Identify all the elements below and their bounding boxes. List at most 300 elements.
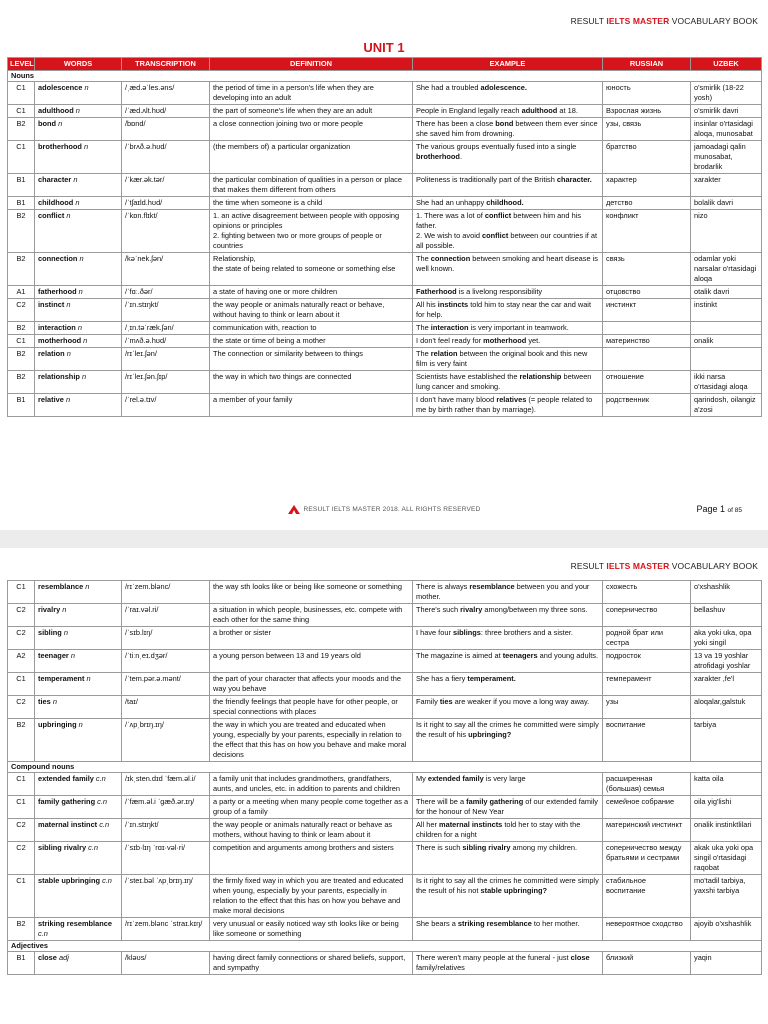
example-cell: She bears a striking resemblance to her mother. [413, 918, 603, 941]
level-cell: B2 [8, 918, 35, 941]
example-cell: The magazine is aimed at teenagers and young adults. [413, 650, 603, 673]
uzbek-cell: oila yig'lishi [691, 796, 762, 819]
book-header [571, 561, 758, 571]
russian-cell: конфликт [603, 210, 691, 253]
definition-cell: the part of someone's life when they are an adult [210, 105, 413, 118]
word-cell [35, 918, 122, 941]
part-of-speech: n [84, 83, 89, 92]
definition-cell: very unusual or easily noticed way sth looks like or being like someone or something [210, 918, 413, 941]
part-of-speech: n [73, 175, 78, 184]
word-cell [35, 773, 122, 796]
document-page-2 [0, 548, 768, 1024]
part-of-speech: n [84, 142, 89, 151]
part-of-speech: c.n [99, 820, 110, 829]
highlighted-word: siblings [452, 628, 481, 637]
word-text: connection [38, 254, 78, 263]
uzbek-cell: 13 va 19 yoshlar atrofidagi yoshlar [691, 650, 762, 673]
example-cell: Family ties are weaker if you move a long way away. [413, 696, 603, 719]
definition-cell: a young person between 13 and 19 years old [210, 650, 413, 673]
uzbek-cell: xarakter [691, 174, 762, 197]
part-of-speech: n [79, 254, 84, 263]
example-cell: People in England legally reach adulthood at 18. [413, 105, 603, 118]
word-text: rivalry [38, 605, 61, 614]
table-row [8, 348, 762, 371]
column-header: TRANSCRIPTION [122, 58, 210, 71]
russian-cell: детство [603, 197, 691, 210]
level-cell: B1 [8, 174, 35, 197]
highlighted-word: interaction [430, 323, 469, 332]
transcription-cell: /rɪˈleɪ.ʃən/ [122, 348, 210, 371]
word-cell [35, 842, 122, 875]
word-text: close [38, 953, 57, 962]
table-row [8, 773, 762, 796]
word-text: brotherhood [38, 142, 82, 151]
word-text: maternal instinct [38, 820, 98, 829]
definition-cell: a close connection joining two or more people [210, 118, 413, 141]
uzbek-cell: otalik davri [691, 286, 762, 299]
level-cell: C2 [8, 604, 35, 627]
word-text: adolescence [38, 83, 83, 92]
part-of-speech: n [78, 720, 83, 729]
level-cell: C1 [8, 875, 35, 918]
table-row [8, 322, 762, 335]
table-body [8, 581, 762, 975]
word-cell [35, 604, 122, 627]
header-suffix: VOCABULARY BOOK [669, 16, 758, 26]
part-of-speech: adj [58, 953, 69, 962]
russian-cell [603, 322, 691, 335]
highlighted-word: resemblance [469, 582, 515, 591]
example-cell: 1. There was a lot of conflict between him and his father. 2. We wish to avoid conflict between our countries if at all possible. [413, 210, 603, 253]
definition-cell: the way people or animals naturally react or behave, without having to think or learn about it [210, 299, 413, 322]
book-header [571, 16, 758, 26]
definition-cell: the particular combination of qualities in a person or place that makes them different from others [210, 174, 413, 197]
russian-cell: инстинкт [603, 299, 691, 322]
transcription-cell: /ˈɪn.stɪŋkt/ [122, 819, 210, 842]
table-body [8, 71, 762, 417]
uzbek-cell: insinlar o'rtasidagi aloqa, munosabat [691, 118, 762, 141]
section-heading: Compound nouns [8, 762, 762, 773]
russian-cell: связь [603, 253, 691, 286]
column-header: LEVEL [8, 58, 35, 71]
transcription-cell: /ˈfæm.əl.i ˈɡæð.ər.ɪŋ/ [122, 796, 210, 819]
highlighted-word: bond [495, 119, 514, 128]
copyright-text: RESULT IELTS MASTER 2018. ALL RIGHTS RESERVED [303, 506, 481, 514]
part-of-speech: n [75, 198, 80, 207]
word-text: relation [38, 349, 65, 358]
table-row [8, 335, 762, 348]
word-cell [35, 322, 122, 335]
part-of-speech: n [58, 119, 63, 128]
highlighted-word: brotherhood [416, 152, 460, 161]
table-row [8, 842, 762, 875]
word-cell [35, 118, 122, 141]
uzbek-cell: bellashuv [691, 604, 762, 627]
highlighted-word: teenagers [502, 651, 538, 660]
definition-cell: the way sth looks like or being like someone or something [210, 581, 413, 604]
uzbek-cell: onalik [691, 335, 762, 348]
column-header: DEFINITION [210, 58, 413, 71]
table-row [8, 918, 762, 941]
level-cell: B2 [8, 210, 35, 253]
word-text: upbringing [38, 720, 77, 729]
level-cell: C1 [8, 82, 35, 105]
table-row [8, 253, 762, 286]
example-cell: She has a fiery temperament. [413, 673, 603, 696]
highlighted-word: adulthood [521, 106, 558, 115]
example-cell: There weren't many people at the funeral - just close family/relatives [413, 952, 603, 975]
section-row [8, 71, 762, 82]
header-prefix: RESULT [570, 561, 607, 571]
example-cell: The various groups eventually fused into a single brotherhood. [413, 141, 603, 174]
definition-cell: the period of time in a person's life when they are developing into an adult [210, 82, 413, 105]
word-cell [35, 673, 122, 696]
uzbek-cell: instinkt [691, 299, 762, 322]
header-accent: IELTS MASTER [606, 16, 670, 26]
highlighted-word: temperament. [467, 674, 516, 683]
russian-cell: материнский инстинкт [603, 819, 691, 842]
word-text: character [38, 175, 72, 184]
table-row [8, 673, 762, 696]
definition-cell: the state or time of being a mother [210, 335, 413, 348]
definition-cell: the way in which you are treated and educated when young, especially by your parents, especially in relation to the effect that this has on how you behave and make moral decisions [210, 719, 413, 762]
definition-cell: a situation in which people, businesses, etc. compete with each other for the same thing [210, 604, 413, 627]
part-of-speech: c.n [97, 797, 108, 806]
transcription-cell: /ˈkɒn.flɪkt/ [122, 210, 210, 253]
level-cell: B2 [8, 348, 35, 371]
word-text: extended family [38, 774, 94, 783]
part-of-speech: n [81, 372, 87, 381]
highlighted-word: connection [430, 254, 471, 263]
word-cell [35, 371, 122, 394]
word-text: sibling [38, 628, 62, 637]
transcription-cell: /ˌɪn.təˈræk.ʃən/ [122, 322, 210, 335]
example-cell: Is it right to say all the crimes he committed were simply the result of his not stable upbringing? [413, 875, 603, 918]
russian-cell: соперничество [603, 604, 691, 627]
page-number [696, 504, 742, 514]
page-label: Page [696, 504, 718, 514]
uzbek-cell: aka yoki uka, opa yoki singil [691, 627, 762, 650]
definition-cell: a brother or sister [210, 627, 413, 650]
word-text: striking resemblance [38, 919, 112, 928]
part-of-speech: n [83, 336, 88, 345]
transcription-cell: /kəˈnek.ʃən/ [122, 253, 210, 286]
word-cell [35, 819, 122, 842]
definition-cell: (the members of) a particular organization [210, 141, 413, 174]
highlighted-word: family gathering [466, 797, 524, 806]
header-suffix: VOCABULARY BOOK [669, 561, 758, 571]
russian-cell: соперничество между братьями и сестрами [603, 842, 691, 875]
transcription-cell: /ˈtem.pər.ə.mənt/ [122, 673, 210, 696]
word-text: interaction [38, 323, 76, 332]
unit-title: UNIT 1 [363, 40, 405, 55]
russian-cell: материнство [603, 335, 691, 348]
word-cell [35, 286, 122, 299]
level-cell: B1 [8, 952, 35, 975]
example-cell: All his instincts told him to stay near the car and wait for help. [413, 299, 603, 322]
transcription-cell: /rɪˈleɪ.ʃən.ʃɪp/ [122, 371, 210, 394]
table-row [8, 796, 762, 819]
russian-cell: схожесть [603, 581, 691, 604]
russian-cell: семейное собрание [603, 796, 691, 819]
highlighted-word: adolescence. [480, 83, 527, 92]
level-cell: C1 [8, 581, 35, 604]
word-cell [35, 141, 122, 174]
word-cell [35, 581, 122, 604]
example-cell: All her maternal instincts told her to stay with the children for a night [413, 819, 603, 842]
word-cell [35, 650, 122, 673]
word-text: temperament [38, 674, 85, 683]
word-cell [35, 696, 122, 719]
uzbek-cell: o'smirlik davri [691, 105, 762, 118]
uzbek-cell: qarindosh, oilangiz a'zosi [691, 394, 762, 417]
uzbek-cell: onalik instinktlilari [691, 819, 762, 842]
russian-cell: Взрослая жизнь [603, 105, 691, 118]
example-cell: The relation between the original book and this new film is very faint [413, 348, 603, 371]
uzbek-cell: xarakter ,fe'l [691, 673, 762, 696]
russian-cell: родной брат или сестра [603, 627, 691, 650]
word-cell [35, 335, 122, 348]
word-text: ties [38, 697, 51, 706]
example-cell: There's such rivalry among/between my three sons. [413, 604, 603, 627]
word-cell [35, 875, 122, 918]
word-text: resemblance [38, 582, 84, 591]
definition-cell: a state of having one or more children [210, 286, 413, 299]
table-row [8, 118, 762, 141]
highlighted-word: stable upbringing? [480, 886, 548, 895]
example-cell: There has been a close bond between them ever since she saved him from drowning. [413, 118, 603, 141]
example-cell: Politeness is traditionally part of the British character. [413, 174, 603, 197]
word-cell [35, 299, 122, 322]
uzbek-cell: ajoyib o'xshashlik [691, 918, 762, 941]
table-row [8, 952, 762, 975]
word-cell [35, 348, 122, 371]
transcription-cell: /ˈsɪb·lɪŋ ˈrɑɪ·vəl·ri/ [122, 842, 210, 875]
uzbek-cell [691, 348, 762, 371]
transcription-cell: /ˈsteɪ.bəl ˈʌpˌbrɪŋ.ɪŋ/ [122, 875, 210, 918]
header-prefix: RESULT [570, 16, 607, 26]
transcription-cell: /ɪkˌsten.dɪd ˈfæm.əl.i/ [122, 773, 210, 796]
russian-cell: родственник [603, 394, 691, 417]
transcription-cell: /ˈsɪb.lɪŋ/ [122, 627, 210, 650]
russian-cell: узы, связь [603, 118, 691, 141]
russian-cell: подросток [603, 650, 691, 673]
section-heading: Adjectives [8, 941, 762, 952]
table-row [8, 819, 762, 842]
example-cell: The interaction is very important in teamwork. [413, 322, 603, 335]
uzbek-cell: akak uka yoki opa singil o'rtasidagi raqobat [691, 842, 762, 875]
transcription-cell: /ˌæd.əˈles.əns/ [122, 82, 210, 105]
highlighted-word: ties [439, 697, 453, 706]
column-header: WORDS [35, 58, 122, 71]
word-cell [35, 719, 122, 762]
word-text: instinct [38, 300, 65, 309]
word-text: relationship [38, 372, 80, 381]
table-row [8, 581, 762, 604]
part-of-speech: n [70, 651, 75, 660]
table-row [8, 82, 762, 105]
russian-cell: отношение [603, 371, 691, 394]
highlighted-word: Fatherhood [416, 287, 457, 296]
definition-cell: competition and arguments among brothers and sisters [210, 842, 413, 875]
example-cell: There is such sibling rivalry among my children. [413, 842, 603, 875]
uzbek-cell: katta oila [691, 773, 762, 796]
definition-cell: a party or a meeting when many people come together as a group of a family [210, 796, 413, 819]
definition-cell: 1. an active disagreement between people with opposing opinions or principles 2. fighting between two or more groups of people or countries [210, 210, 413, 253]
level-cell: B2 [8, 322, 35, 335]
highlighted-word: close [570, 953, 590, 962]
russian-cell: темперамент [603, 673, 691, 696]
level-cell: B2 [8, 118, 35, 141]
table-row [8, 627, 762, 650]
highlighted-word: relationship [519, 372, 562, 381]
highlighted-word: childhood. [486, 198, 524, 207]
part-of-speech: c.n [102, 876, 112, 885]
part-of-speech: n [62, 605, 67, 614]
transcription-cell: /ˈbrʌð.ə.hʊd/ [122, 141, 210, 174]
header-accent: IELTS MASTER [606, 561, 670, 571]
column-header: RUSSIAN [603, 58, 691, 71]
part-of-speech: c.n [88, 843, 98, 852]
transcription-cell: /ˈtʃaɪld.hʊd/ [122, 197, 210, 210]
part-of-speech: n [52, 697, 57, 706]
word-text: sibling rivalry [38, 843, 87, 852]
example-cell: Is it right to say all the crimes he committed were simply the result of his upbringing? [413, 719, 603, 762]
definition-cell: The connection or similarity between to things [210, 348, 413, 371]
example-cell: Fatherhood is a livelong responsibility [413, 286, 603, 299]
example-cell: There is always resemblance between you and your mother. [413, 581, 603, 604]
table-row [8, 371, 762, 394]
word-cell [35, 952, 122, 975]
word-cell [35, 82, 122, 105]
uzbek-cell: ikki narsa o'rtasidagi aloqa [691, 371, 762, 394]
example-cell: She had a troubled adolescence. [413, 82, 603, 105]
table-row [8, 696, 762, 719]
part-of-speech: n [78, 287, 83, 296]
russian-cell: юность [603, 82, 691, 105]
highlighted-word: motherhood [483, 336, 527, 345]
highlighted-word: maternal instincts [439, 820, 503, 829]
word-cell [35, 253, 122, 286]
level-cell: A1 [8, 286, 35, 299]
word-cell [35, 627, 122, 650]
uzbek-cell: jamoadagi qalin munosabat, brodarlik [691, 141, 762, 174]
part-of-speech: n [66, 300, 71, 309]
level-cell: B2 [8, 371, 35, 394]
table-row [8, 174, 762, 197]
example-cell: I don't feel ready for motherhood yet. [413, 335, 603, 348]
part-of-speech: n [63, 628, 69, 637]
level-cell: A2 [8, 650, 35, 673]
definition-cell: having direct family connections or shared beliefs, support, and sympathy [210, 952, 413, 975]
uzbek-cell: o'xshashlik [691, 581, 762, 604]
russian-cell: невероятное сходство [603, 918, 691, 941]
uzbek-cell: aloqalar,galstuk [691, 696, 762, 719]
level-cell: C1 [8, 673, 35, 696]
definition-cell: the part of your character that affects your moods and the way you behave [210, 673, 413, 696]
level-cell: C2 [8, 299, 35, 322]
word-cell [35, 105, 122, 118]
highlighted-word: conflict [482, 231, 509, 240]
russian-cell: расширенная (большая) семья [603, 773, 691, 796]
transcription-cell: /ˈʌpˌbrɪŋ.ɪŋ/ [122, 719, 210, 762]
table-row [8, 394, 762, 417]
part-of-speech: n [86, 674, 91, 683]
definition-cell: a member of your family [210, 394, 413, 417]
part-of-speech: n [85, 582, 90, 591]
transcription-cell: /bɒnd/ [122, 118, 210, 141]
russian-cell: воспитание [603, 719, 691, 762]
transcription-cell: /rɪˈzem.blənc/ [122, 581, 210, 604]
word-text: bond [38, 119, 57, 128]
russian-cell: стабильное воспитание [603, 875, 691, 918]
table-row [8, 141, 762, 174]
level-cell: C2 [8, 842, 35, 875]
word-text: adulthood [38, 106, 74, 115]
highlighted-word: instincts [437, 300, 469, 309]
uzbek-cell [691, 322, 762, 335]
table-row [8, 286, 762, 299]
definition-cell: the friendly feelings that people have for other people, or special connections with places [210, 696, 413, 719]
section-row [8, 762, 762, 773]
table-row [8, 210, 762, 253]
level-cell: C1 [8, 105, 35, 118]
uzbek-cell: o'smirlik (18-22 yosh) [691, 82, 762, 105]
part-of-speech: n [65, 395, 71, 404]
level-cell: B2 [8, 719, 35, 762]
transcription-cell: /ˈæd.ʌlt.hʊd/ [122, 105, 210, 118]
level-cell: C1 [8, 141, 35, 174]
table-row [8, 604, 762, 627]
highlighted-word: upbringing? [468, 730, 512, 739]
highlighted-word: rivalry [460, 605, 483, 614]
section-row [8, 941, 762, 952]
definition-cell: the way people or animals naturally react or behave as mothers, without having to think or learn about it [210, 819, 413, 842]
table-header-row [8, 58, 762, 71]
level-cell: C2 [8, 627, 35, 650]
word-text: family gathering [38, 797, 96, 806]
russian-cell: характер [603, 174, 691, 197]
part-of-speech: c.n [38, 929, 48, 938]
definition-cell: a family unit that includes grandmothers, grandfathers, aunts, and uncles, etc. in addition to parents and children [210, 773, 413, 796]
part-of-speech: n [77, 323, 82, 332]
definition-cell: the time when someone is a child [210, 197, 413, 210]
transcription-cell: /ˈtiːnˌeɪ.dʒər/ [122, 650, 210, 673]
example-cell: There will be a family gathering of our extended family for the honour of New Year [413, 796, 603, 819]
transcription-cell: /rɪˈzem.blənc ˈstraɪ.kɪŋ/ [122, 918, 210, 941]
vocabulary-table [7, 580, 762, 975]
word-cell [35, 796, 122, 819]
page-gap [0, 530, 768, 548]
table-row [8, 719, 762, 762]
transcription-cell: /ˈɪn.stɪŋkt/ [122, 299, 210, 322]
russian-cell: братство [603, 141, 691, 174]
level-cell: C2 [8, 819, 35, 842]
russian-cell: близкий [603, 952, 691, 975]
word-cell [35, 174, 122, 197]
highlighted-word: relatives [496, 395, 527, 404]
definition-cell: Relationship, the state of being related to someone or something else [210, 253, 413, 286]
transcription-cell: /ˈraɪ.vəl.ri/ [122, 604, 210, 627]
highlighted-word: conflict [484, 211, 512, 220]
page-total: of 85 [727, 507, 742, 514]
part-of-speech: n [66, 349, 71, 358]
transcription-cell: /ˈfɑː.ðər/ [122, 286, 210, 299]
level-cell: C2 [8, 696, 35, 719]
transcription-cell: /kləʊs/ [122, 952, 210, 975]
copyright-footer [0, 505, 768, 514]
part-of-speech: n [75, 106, 80, 115]
